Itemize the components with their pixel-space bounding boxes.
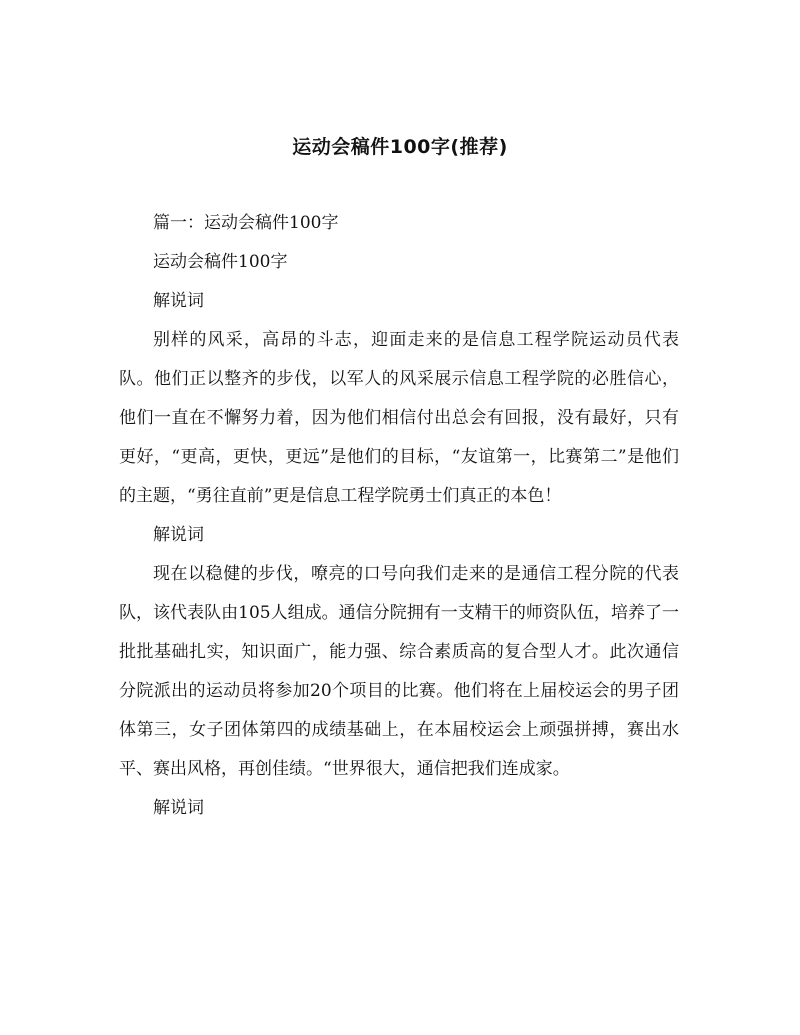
commentary-label: 解说词 [153,291,204,311]
document-title: 运动会稿件100字(推荐) [292,136,508,158]
article-subtitle: 运动会稿件100字 [153,252,288,272]
section-heading: 篇一：运动会稿件100字 [153,213,339,233]
commentary-paragraph: 别样的风采，高昂的斗志，迎面走来的是信息工程学院运动员代表队。他们正以整齐的步伐，以军人的风采展示信息工程学院的必胜信心，他们一直在不懈努力着，因为他们相信付出总会有回报，没有最好，只有更好，“更高，更快，更远”是他们的目标，“友谊第一，比赛第二”是他们的主题，“勇往直前”更是信息工程学院勇士们真正的本色！ [119,330,679,506]
commentary-paragraph: 现在以稳健的步伐，嘹亮的口号向我们走来的是通信工程分院的代表队，该代表队由105人组成。通信分院拥有一支精干的师资队伍，培养了一批批基础扎实，知识面广，能力强、综合素质高的复合型人才。此次通信分院派出的运动员将参加20个项目的比赛。他们将在上届校运会的男子团体第三，女子团体第四的成绩基础上，在本届校运会上顽强拼搏，赛出水平、赛出风格，再创佳绩。“世界很大，通信把我们连成家。 [119,564,679,779]
document-body [119,204,679,828]
commentary-label: 解说词 [153,798,204,818]
commentary-label: 解说词 [153,525,204,545]
